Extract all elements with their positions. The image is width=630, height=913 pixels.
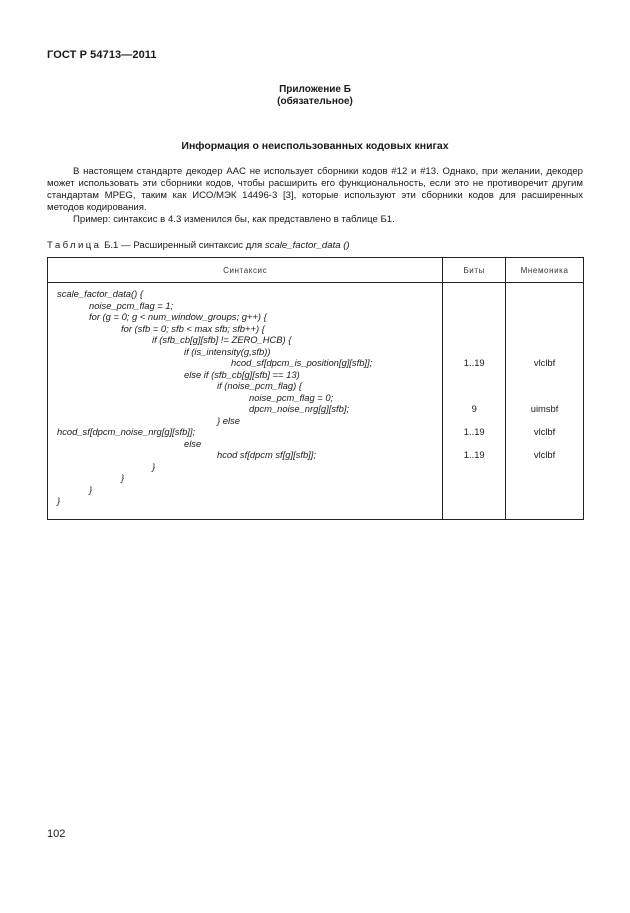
mnemonic-value: vlclbf [533,357,556,368]
bits-cell [443,283,506,520]
syntax-line: hcod sf[dpcm sf[g][sfb]]; [217,449,317,460]
syntax-line: for (sfb = 0; sfb < max sfb; sfb++) { [121,322,265,334]
col-header-syntax: Синтаксис [48,258,443,283]
syntax-line: scale_factor_data() { [57,288,143,299]
syntax-line: if (sfb_cb[g][sfb] != ZERO_HCB) { [152,334,292,345]
paragraph-1: В настоящем стандарте декодер AAC не использует сборники кодов #12 и #13. Однако, при желании, декодер может использовать эти сборники кодов, чтобы расширить его функциональность, если это не противоречит другим стандартам MPEG, таким как ИСО/МЭК 14496-3 [3], которые используют эти сборники кодов для расширенных методов кодирования. [47,166,583,214]
syntax-line: noise_pcm_flag = 1; [89,299,174,311]
syntax-line: } [89,483,93,495]
col-header-mnemonic: Мнемоника [506,258,584,283]
mnemonic-value: uimsbf [530,403,559,414]
annex-title: Приложение Б [279,84,351,95]
syntax-table [47,257,584,520]
caption-prefix: Таблица [47,240,102,251]
syntax-line: } else [217,414,240,426]
syntax-line: hcod_sf[dpcm_noise_nrg[g][sfb]]; [57,426,196,437]
bits-value: 9 [471,403,477,414]
page-number: 102 [47,828,66,840]
table-header-row [48,258,584,283]
bits-value: 1..19 [463,426,485,437]
paragraph-2: Пример: синтаксис в 4.3 изменился бы, как представлено в таблице Б1. [73,214,395,226]
bits-value: 1..19 [463,449,485,460]
syntax-line: } [152,460,156,472]
syntax-line: else [184,437,202,449]
syntax-line: if (is_intensity(g,sfb)) [184,345,271,357]
mnemonic-value: vlclbf [533,449,556,460]
caption-function: scale_factor_data () [264,240,350,251]
col-header-bits: Биты [443,258,506,283]
bits-value: 1..19 [463,357,485,368]
syntax-line: dpcm_noise_nrg[g][sfb]; [249,403,350,414]
document-header: ГОСТ Р 54713—2011 [47,49,157,61]
body-text [47,166,583,226]
table-caption [47,240,350,251]
syntax-line: if (noise_pcm_flag) { [217,380,302,391]
syntax-line: } [57,495,61,506]
syntax-line: } [121,472,125,483]
syntax-line: else if (sfb_cb[g][sfb] == 13) [184,368,300,380]
mnemonic-cell [506,283,584,520]
syntax-line: for (g = 0; g < num_window_groups; g++) { [89,311,267,322]
syntax-line: noise_pcm_flag = 0; [249,391,334,403]
section-title: Информация о неиспользованных кодовых книгах [181,140,449,152]
caption-number: Б.1 — Расширенный синтаксис для [104,240,263,251]
syntax-line: hcod_sf[dpcm_is_position[g][sfb]]; [231,357,373,368]
annex-status: (обязательное) [277,96,353,107]
mnemonic-value: vlclbf [533,426,556,437]
table-body-row [48,283,584,520]
syntax-cell [48,283,443,520]
